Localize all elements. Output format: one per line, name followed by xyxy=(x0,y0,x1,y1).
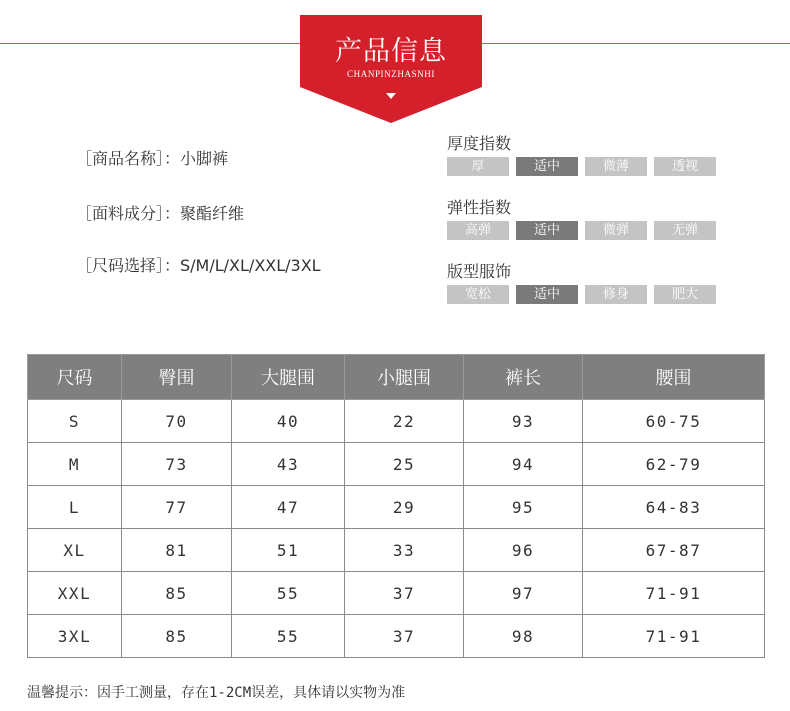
table-cell: 37 xyxy=(345,572,464,615)
elasticity-options xyxy=(447,221,716,240)
thickness-option: 微薄 xyxy=(585,157,647,176)
thickness-option-selected: 适中 xyxy=(516,157,578,176)
table-cell: 71-91 xyxy=(583,572,765,615)
table-cell: 55 xyxy=(232,572,345,615)
thickness-option: 透视 xyxy=(654,157,716,176)
table-cell: 97 xyxy=(464,572,583,615)
thickness-option: 厚 xyxy=(447,157,509,176)
thickness-options xyxy=(447,157,716,176)
column-header-size: 尺码 xyxy=(28,355,122,400)
table-row xyxy=(28,443,765,486)
table-cell: 71-91 xyxy=(583,615,765,658)
size-options-line: ［尺码选择］：S/M/L/XL/XXL/3XL xyxy=(76,256,321,275)
column-header-waist: 腰围 xyxy=(583,355,765,400)
table-cell: XL xyxy=(28,529,122,572)
table-cell: 47 xyxy=(232,486,345,529)
table-cell: 25 xyxy=(345,443,464,486)
table-cell: 70 xyxy=(122,400,232,443)
table-cell: 29 xyxy=(345,486,464,529)
table-cell: 62-79 xyxy=(583,443,765,486)
size-table xyxy=(27,354,765,658)
header-line-left xyxy=(0,43,300,44)
table-row xyxy=(28,400,765,443)
elasticity-index-label: 弹性指数 xyxy=(447,198,512,217)
table-cell: 60-75 xyxy=(583,400,765,443)
down-arrow-icon xyxy=(386,93,396,99)
column-header-calf: 小腿围 xyxy=(345,355,464,400)
table-cell: 93 xyxy=(464,400,583,443)
table-cell: 51 xyxy=(232,529,345,572)
measurement-note: 温馨提示：因手工测量，存在1-2CM误差，具体请以实物为准 xyxy=(27,685,406,701)
column-header-thigh: 大腿围 xyxy=(232,355,345,400)
table-row xyxy=(28,529,765,572)
table-cell: 33 xyxy=(345,529,464,572)
elasticity-option-selected: 适中 xyxy=(516,221,578,240)
fabric-line: ［面料成分］：聚酯纤维 xyxy=(76,204,245,223)
table-cell: 94 xyxy=(464,443,583,486)
fit-option-selected: 适中 xyxy=(516,285,578,304)
table-cell: 67-87 xyxy=(583,529,765,572)
table-cell: S xyxy=(28,400,122,443)
table-cell: 40 xyxy=(232,400,345,443)
page-title: 产品信息 xyxy=(335,36,447,67)
page-subtitle: CHANPINZHASNHI xyxy=(347,69,435,79)
fit-option: 修身 xyxy=(585,285,647,304)
table-row xyxy=(28,615,765,658)
table-row xyxy=(28,572,765,615)
table-cell: 64-83 xyxy=(583,486,765,529)
table-cell: 73 xyxy=(122,443,232,486)
table-cell: 43 xyxy=(232,443,345,486)
table-cell: 85 xyxy=(122,615,232,658)
table-header-row xyxy=(28,355,765,400)
header-line-right xyxy=(482,43,790,44)
table-row xyxy=(28,486,765,529)
table-cell: 3XL xyxy=(28,615,122,658)
table-cell: 98 xyxy=(464,615,583,658)
fit-index-label: 版型服饰 xyxy=(447,262,512,281)
table-cell: 37 xyxy=(345,615,464,658)
table-cell: 77 xyxy=(122,486,232,529)
thickness-index-label: 厚度指数 xyxy=(447,134,512,153)
elasticity-option: 微弹 xyxy=(585,221,647,240)
table-cell: 81 xyxy=(122,529,232,572)
fit-option: 肥大 xyxy=(654,285,716,304)
product-name-line: ［商品名称］：小脚裤 xyxy=(76,149,229,168)
table-cell: L xyxy=(28,486,122,529)
table-cell: 22 xyxy=(345,400,464,443)
fit-options xyxy=(447,285,716,304)
table-cell: 96 xyxy=(464,529,583,572)
table-cell: 95 xyxy=(464,486,583,529)
column-header-length: 裤长 xyxy=(464,355,583,400)
table-cell: XXL xyxy=(28,572,122,615)
table-cell: 85 xyxy=(122,572,232,615)
table-cell: M xyxy=(28,443,122,486)
table-cell: 55 xyxy=(232,615,345,658)
elasticity-option: 无弹 xyxy=(654,221,716,240)
fit-option: 宽松 xyxy=(447,285,509,304)
elasticity-option: 高弹 xyxy=(447,221,509,240)
header-badge xyxy=(300,15,482,123)
column-header-hip: 臀围 xyxy=(122,355,232,400)
